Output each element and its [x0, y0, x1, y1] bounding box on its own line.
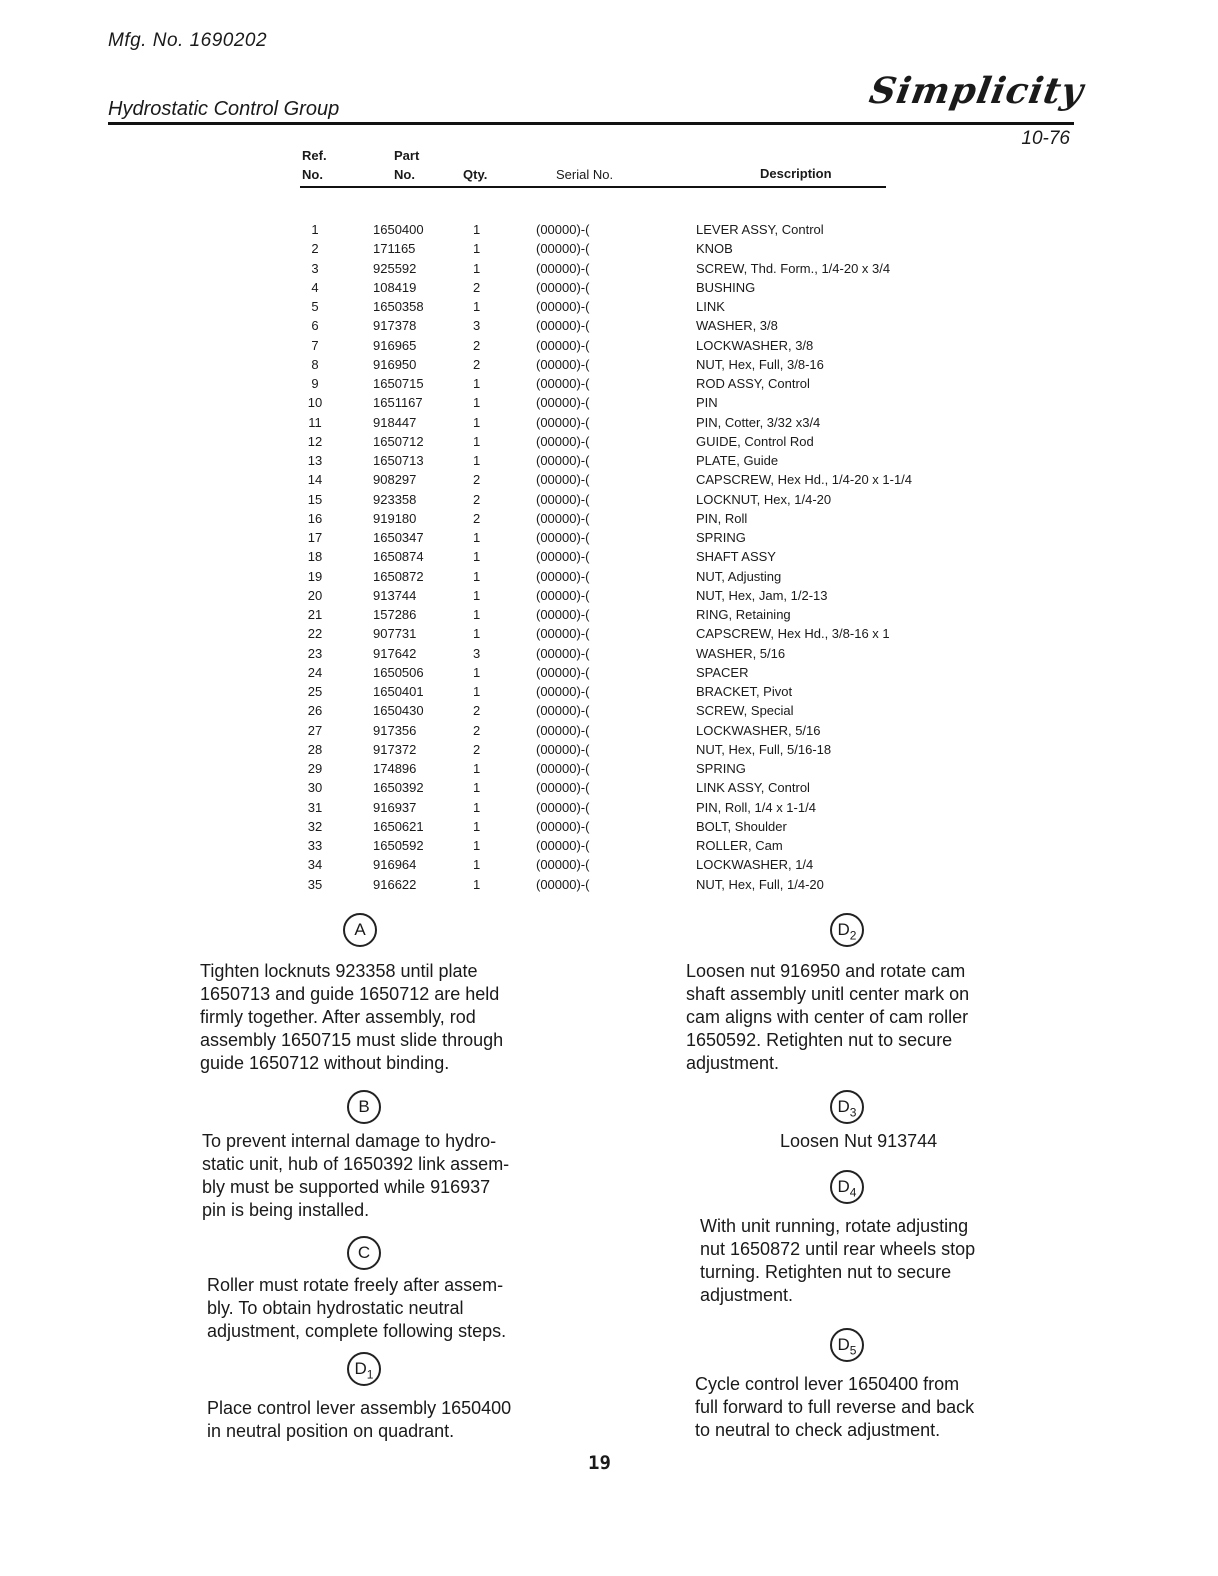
- cell-part-no: 108419: [373, 279, 417, 295]
- cell-part-no: 1650621: [373, 818, 424, 834]
- cell-description: NUT, Hex, Full, 3/8-16: [696, 356, 824, 372]
- table-row: [300, 663, 1000, 682]
- cell-description: LOCKNUT, Hex, 1/4-20: [696, 491, 832, 507]
- cell-description: CAPSCREW, Hex Hd., 1/4-20 x 1-1/4: [696, 472, 913, 488]
- callout-d4: $D_4$: [830, 1170, 864, 1204]
- column-header-serial: Serial No.: [556, 167, 614, 182]
- cell-ref: 10: [307, 395, 323, 411]
- cell-qty: 2: [473, 356, 481, 372]
- note-d1: Place control lever assembly 1650400 in neutral position on quadrant.: [207, 1398, 512, 1441]
- cell-ref: 8: [311, 356, 319, 372]
- cell-part-no: 1651167: [373, 395, 423, 411]
- cell-qty: 1: [473, 376, 481, 391]
- note-d3: Loosen Nut 913744: [780, 1131, 938, 1151]
- table-row: [300, 644, 1000, 663]
- table-row: [300, 355, 1000, 374]
- cell-qty: 1: [473, 607, 481, 622]
- cell-ref: 20: [307, 587, 323, 603]
- cell-part-no: 917642: [373, 645, 417, 661]
- cell-part-no: 925592: [373, 260, 417, 276]
- cell-qty: 1: [473, 260, 481, 276]
- cell-serial-no: (00000)-(: [536, 433, 590, 449]
- cell-description: BOLT, Shoulder: [696, 818, 787, 834]
- cell-qty: 3: [473, 645, 481, 661]
- table-row: [300, 220, 1000, 239]
- cell-description: RING, Retaining: [696, 607, 791, 622]
- revision-date: 10-76: [1021, 128, 1070, 149]
- cell-description: SPRING: [696, 530, 746, 545]
- cell-qty: 1: [473, 241, 481, 257]
- cell-ref: 30: [307, 780, 323, 796]
- column-header-qty: Qty.: [463, 167, 488, 182]
- cell-serial-no: (00000)-(: [536, 838, 590, 853]
- table-row: [300, 413, 1000, 432]
- cell-description: KNOB: [696, 241, 733, 257]
- cell-ref: 19: [307, 568, 323, 584]
- cell-part-no: 1650715: [373, 376, 424, 391]
- cell-ref: 4: [311, 279, 319, 295]
- cell-ref: 2: [311, 241, 319, 257]
- cell-part-no: 1650874: [373, 549, 424, 565]
- cell-serial-no: (00000)-(: [536, 395, 590, 411]
- cell-description: BUSHING: [696, 279, 756, 295]
- cell-qty: 1: [473, 568, 481, 584]
- cell-part-no: 1650506: [373, 664, 424, 680]
- callout-d2: $D_2$: [830, 913, 864, 947]
- cell-description: CAPSCREW, Hex Hd., 3/8-16 x 1: [696, 626, 890, 642]
- cell-description: PLATE, Guide: [696, 453, 779, 468]
- table-row: [300, 817, 1000, 836]
- table-row: [300, 778, 1000, 797]
- cell-serial-no: (00000)-(: [536, 299, 590, 314]
- cell-description: LOCKWASHER, 1/4: [696, 857, 814, 873]
- cell-serial-no: (00000)-(: [536, 568, 590, 584]
- cell-description: PIN, Cotter, 3/32 x3/4: [696, 414, 821, 430]
- note-d2: Loosen nut 916950 and rotate cam shaft assembly unitl center mark on cam aligns with center of cam roller 1650592. Retighten nut to secure adjustment.: [686, 961, 970, 1073]
- cell-serial-no: (00000)-(: [536, 260, 590, 276]
- cell-qty: 1: [473, 780, 481, 796]
- column-header-description: Description: [760, 166, 832, 181]
- cell-qty: 1: [473, 299, 481, 314]
- cell-ref: 31: [307, 799, 323, 815]
- cell-serial-no: (00000)-(: [536, 376, 590, 391]
- cell-description: SPRING: [696, 761, 746, 776]
- cell-ref: 1: [311, 222, 319, 237]
- cell-description: SHAFT ASSY: [696, 549, 776, 565]
- table-row: [300, 278, 1000, 297]
- cell-qty: 1: [473, 664, 481, 680]
- parts-table: [300, 220, 1000, 894]
- cell-serial-no: (00000)-(: [536, 626, 590, 642]
- cell-description: LINK: [696, 299, 725, 314]
- table-row: [300, 682, 1000, 701]
- cell-part-no: 916622: [373, 876, 417, 892]
- cell-qty: 2: [473, 491, 481, 507]
- cell-qty: 1: [473, 838, 481, 853]
- cell-description: NUT, Hex, Full, 5/16-18: [696, 741, 832, 757]
- cell-serial-no: (00000)-(: [536, 318, 590, 334]
- cell-part-no: 1650392: [373, 780, 424, 796]
- cell-serial-no: (00000)-(: [536, 761, 590, 776]
- cell-part-no: 916964: [373, 857, 417, 873]
- table-row: [300, 759, 1000, 778]
- cell-part-no: 918447: [373, 414, 417, 430]
- table-row: [300, 740, 1000, 759]
- cell-qty: 1: [473, 684, 481, 699]
- cell-ref: 11: [308, 414, 322, 430]
- cell-part-no: 1650358: [373, 299, 424, 314]
- cell-part-no: 174896: [373, 761, 417, 776]
- cell-part-no: 917372: [373, 741, 417, 757]
- cell-ref: 25: [307, 684, 323, 699]
- cell-ref: 26: [307, 703, 323, 719]
- table-row: [300, 374, 1000, 393]
- table-row: [300, 586, 1000, 605]
- cell-qty: 2: [473, 510, 481, 526]
- callout-b: B: [347, 1090, 381, 1124]
- cell-part-no: 1650347: [373, 530, 424, 545]
- callout-d5: $D_5$: [830, 1328, 864, 1362]
- cell-qty: 1: [473, 587, 481, 603]
- cell-qty: 1: [473, 818, 481, 834]
- cell-qty: 1: [473, 549, 481, 565]
- table-row: [300, 316, 1000, 335]
- cell-ref: 15: [307, 491, 323, 507]
- cell-serial-no: (00000)-(: [536, 818, 590, 834]
- callout-a: A: [343, 913, 377, 947]
- cell-serial-no: (00000)-(: [536, 510, 590, 526]
- cell-description: LINK ASSY, Control: [696, 780, 810, 796]
- cell-description: NUT, Hex, Jam, 1/2-13: [696, 587, 828, 603]
- cell-serial-no: (00000)-(: [536, 337, 590, 353]
- cell-ref: 7: [311, 337, 319, 353]
- cell-qty: 3: [473, 318, 481, 334]
- cell-qty: 1: [473, 799, 481, 815]
- cell-ref: 33: [307, 838, 323, 853]
- cell-serial-no: (00000)-(: [536, 741, 590, 757]
- cell-part-no: 916937: [373, 799, 417, 815]
- cell-serial-no: (00000)-(: [536, 703, 590, 719]
- cell-ref: 22: [307, 626, 323, 642]
- cell-part-no: 917378: [373, 318, 417, 334]
- column-header-part: Part No.: [394, 148, 420, 182]
- table-row: [300, 336, 1000, 355]
- cell-ref: 16: [307, 510, 323, 526]
- cell-serial-no: (00000)-(: [536, 549, 590, 565]
- cell-qty: 1: [473, 453, 481, 468]
- cell-ref: 29: [307, 761, 323, 776]
- table-row: [300, 875, 1000, 894]
- cell-ref: 27: [307, 722, 323, 738]
- cell-ref: 21: [307, 607, 323, 622]
- table-row: [300, 490, 1000, 509]
- cell-serial-no: (00000)-(: [536, 780, 590, 796]
- table-row: [300, 297, 1000, 316]
- cell-description: LOCKWASHER, 3/8: [696, 337, 814, 353]
- cell-part-no: 919180: [373, 510, 417, 526]
- cell-description: LEVER ASSY, Control: [696, 222, 824, 237]
- cell-ref: 28: [307, 741, 323, 757]
- table-row: [300, 701, 1000, 720]
- table-row: [300, 470, 1000, 489]
- cell-serial-no: (00000)-(: [536, 453, 590, 468]
- table-row: [300, 605, 1000, 624]
- table-row: [300, 836, 1000, 855]
- mfg-number: Mfg. No. 1690202: [108, 30, 268, 51]
- cell-description: WASHER, 5/16: [696, 645, 786, 661]
- cell-qty: 2: [473, 703, 481, 719]
- brand-logo: Simplicity: [866, 70, 1088, 112]
- note-d5: Cycle control lever 1650400 from full forward to full reverse and back to neutral to check adjustment.: [695, 1374, 975, 1440]
- cell-description: WASHER, 3/8: [696, 318, 778, 334]
- column-header-ref: Ref. No.: [302, 148, 327, 182]
- cell-serial-no: (00000)-(: [536, 530, 590, 545]
- table-row: [300, 798, 1000, 817]
- cell-qty: 1: [473, 761, 481, 776]
- table-row: [300, 393, 1000, 412]
- table-row: [300, 547, 1000, 566]
- cell-serial-no: (00000)-(: [536, 356, 590, 372]
- table-row: [300, 509, 1000, 528]
- cell-description: ROLLER, Cam: [696, 838, 783, 853]
- cell-qty: 2: [473, 741, 481, 757]
- cell-serial-no: (00000)-(: [536, 722, 590, 738]
- cell-ref: 9: [311, 376, 319, 391]
- cell-ref: 17: [307, 530, 323, 545]
- cell-qty: 1: [473, 530, 481, 545]
- cell-description: NUT, Adjusting: [696, 568, 782, 584]
- cell-serial-no: (00000)-(: [536, 241, 590, 257]
- cell-qty: 1: [473, 395, 481, 411]
- cell-description: ROD ASSY, Control: [696, 376, 810, 391]
- cell-serial-no: (00000)-(: [536, 222, 590, 237]
- cell-ref: 6: [311, 318, 319, 334]
- cell-part-no: 157286: [373, 607, 417, 622]
- callout-c: C: [347, 1236, 381, 1270]
- cell-ref: 32: [307, 818, 323, 834]
- cell-part-no: 1650713: [373, 453, 424, 468]
- table-row: [300, 855, 1000, 874]
- cell-qty: 1: [473, 433, 481, 449]
- cell-qty: 2: [473, 337, 481, 353]
- cell-description: SCREW, Thd. Form., 1/4-20 x 3/4: [696, 260, 891, 276]
- cell-description: GUIDE, Control Rod: [696, 433, 814, 449]
- table-row: [300, 451, 1000, 470]
- cell-description: PIN, Roll, 1/4 x 1-1/4: [696, 799, 816, 815]
- cell-ref: 18: [307, 549, 323, 565]
- cell-part-no: 917356: [373, 722, 417, 738]
- header-rule: [108, 122, 1074, 125]
- cell-serial-no: (00000)-(: [536, 799, 590, 815]
- table-row: [300, 528, 1000, 547]
- page-number: 19: [588, 1452, 611, 1474]
- cell-description: LOCKWASHER, 5/16: [696, 722, 821, 738]
- cell-part-no: 1650400: [373, 222, 424, 237]
- cell-description: SPACER: [696, 664, 749, 680]
- cell-serial-no: (00000)-(: [536, 472, 590, 488]
- cell-serial-no: (00000)-(: [536, 491, 590, 507]
- cell-ref: 24: [307, 664, 323, 680]
- cell-description: SCREW, Special: [696, 703, 794, 719]
- cell-serial-no: (00000)-(: [536, 664, 590, 680]
- note-d4: With unit running, rotate adjusting nut 1650872 until rear wheels stop turning. Retighten nut to secure adjustment.: [700, 1216, 976, 1305]
- table-row: [300, 239, 1000, 258]
- cell-part-no: 1650430: [373, 703, 424, 719]
- cell-qty: 2: [473, 279, 481, 295]
- cell-ref: 34: [307, 857, 323, 873]
- cell-ref: 12: [307, 433, 323, 449]
- cell-part-no: 1650592: [373, 838, 424, 853]
- cell-serial-no: (00000)-(: [536, 857, 590, 873]
- cell-description: PIN: [696, 395, 718, 411]
- cell-serial-no: (00000)-(: [536, 607, 590, 622]
- cell-part-no: 907731: [373, 626, 417, 642]
- cell-description: PIN, Roll: [696, 510, 748, 526]
- cell-qty: 1: [473, 222, 481, 237]
- cell-ref: 13: [307, 453, 323, 468]
- cell-qty: 1: [473, 876, 481, 892]
- cell-part-no: 908297: [373, 472, 417, 488]
- cell-part-no: 913744: [373, 587, 417, 603]
- cell-serial-no: (00000)-(: [536, 876, 590, 892]
- table-row: [300, 624, 1000, 643]
- cell-ref: 3: [311, 260, 319, 276]
- cell-part-no: 1650872: [373, 568, 424, 584]
- table-row: [300, 432, 1000, 451]
- cell-part-no: 1650401: [373, 684, 424, 699]
- callout-d3: $D_3$: [830, 1090, 864, 1124]
- cell-serial-no: (00000)-(: [536, 279, 590, 295]
- cell-serial-no: (00000)-(: [536, 645, 590, 661]
- table-row: [300, 721, 1000, 740]
- cell-part-no: 916950: [373, 356, 417, 372]
- cell-serial-no: (00000)-(: [536, 684, 590, 699]
- cell-ref: 14: [307, 472, 323, 488]
- cell-part-no: 923358: [373, 491, 417, 507]
- cell-ref: 35: [307, 876, 323, 892]
- table-header-rule: [300, 186, 886, 188]
- cell-part-no: 916965: [373, 337, 417, 353]
- cell-serial-no: (00000)-(: [536, 414, 590, 430]
- note-b: To prevent internal damage to hydro- static unit, hub of 1650392 link assem- bly must be supported while 916937 pin is being installed.: [202, 1131, 510, 1220]
- section-title: Hydrostatic Control Group: [108, 98, 340, 120]
- cell-qty: 1: [473, 414, 481, 430]
- cell-description: NUT, Hex, Full, 1/4-20: [696, 876, 824, 892]
- cell-ref: 5: [311, 299, 319, 314]
- cell-qty: 2: [473, 722, 481, 738]
- cell-part-no: 1650712: [373, 433, 424, 449]
- cell-qty: 2: [473, 472, 481, 488]
- note-c: Roller must rotate freely after assem- bly. To obtain hydrostatic neutral adjustment, complete following steps.: [207, 1275, 507, 1341]
- table-row: [300, 567, 1000, 586]
- cell-part-no: 171165: [373, 241, 416, 257]
- cell-serial-no: (00000)-(: [536, 587, 590, 603]
- cell-ref: 23: [307, 645, 323, 661]
- cell-qty: 1: [473, 626, 481, 642]
- note-a: Tighten locknuts 923358 until plate 1650713 and guide 1650712 are held firmly together. After assembly, rod assembly 1650715 must slide through guide 1650712 without binding.: [200, 961, 504, 1073]
- cell-qty: 1: [473, 857, 481, 873]
- callout-d1: $D_1$: [347, 1352, 381, 1386]
- table-row: [300, 259, 1000, 278]
- cell-description: BRACKET, Pivot: [696, 684, 793, 699]
